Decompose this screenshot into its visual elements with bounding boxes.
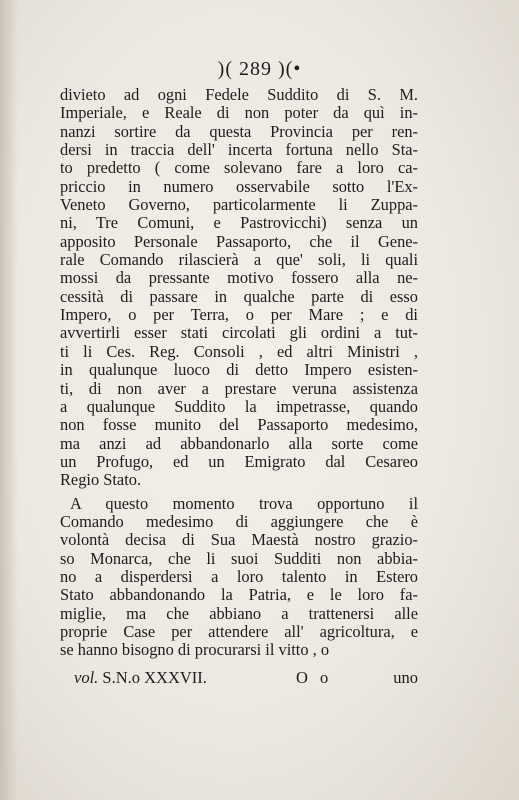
gathering-letters: O o: [296, 668, 333, 687]
text-line: apposito Personale Passaporto, che il Gene-: [60, 231, 418, 251]
text-line: ti li Ces. Reg. Consoli , ed altri Ministri ,: [60, 341, 418, 361]
page-body: [60, 86, 418, 660]
catchword: uno: [393, 668, 418, 687]
text-line: ma anzi ad abbandonarlo alla sorte come: [60, 433, 418, 453]
text-line: so Monarca, che li suoi Sudditi non abbia-: [60, 548, 418, 568]
text-line: in qualunque luoco di detto Impero esisten-: [60, 360, 418, 380]
text-line: A questo momento trova opportuno il: [70, 493, 418, 513]
text-line: non fosse munito del Passaporto medesimo,: [60, 415, 418, 435]
text-line: volontà decisa di Sua Maestà nostro grazio-: [60, 530, 418, 550]
paragraph-1: [60, 86, 418, 490]
page-footer: [74, 668, 418, 690]
text-line: avvertirli esser stati circolati gli ordini a tut-: [60, 323, 418, 343]
text-line: se hanno bisogno di procurarsi il vitto , o: [60, 640, 330, 660]
text-line: no a disperdersi a loro talento in Estero: [60, 566, 418, 586]
text-line: mossi da pressante motivo fossero alla ne-: [60, 268, 418, 288]
text-line: ni, Tre Comuni, e Pastrovicchi) senza un: [60, 213, 418, 233]
text-line: to predetto ( come solevano fare a loro ca-: [60, 158, 418, 178]
text-line: Stato abbandonando la Patria, e le loro fa-: [60, 585, 418, 605]
text-line: ti, di non aver a prestare veruna assistenza: [60, 378, 418, 398]
text-line: divieto ad ogni Fedele Suddito di S. M.: [60, 85, 418, 104]
signature-number: S.N.o XXXVII.: [98, 668, 207, 687]
signature-mark: [74, 668, 207, 688]
text-line: a qualunque Suddito la impetrasse, quando: [60, 396, 418, 416]
signature-vol: vol.: [74, 668, 99, 687]
page-number: )( 289 )(•: [217, 58, 302, 80]
text-line: un Profugo, ed un Emigrato dal Cesareo: [60, 451, 418, 471]
paragraph-2: [60, 495, 418, 660]
text-line: priccio in numero osservabile sotto l'Ex-: [60, 176, 418, 196]
text-line: rale Comando rilascierà a que' soli, li quali: [60, 250, 418, 270]
text-line: Impero, o per Terra, o per Mare ; e di: [60, 305, 418, 325]
text-line: Comando medesimo di aggiungere che è: [60, 511, 418, 531]
text-line: miglie, ma che abbiano a trattenersi alle: [60, 603, 418, 623]
text-line: Imperiale, e Reale di non poter da quì in-: [60, 103, 418, 123]
text-line: Regio Stato.: [60, 470, 142, 490]
text-line: cessità di passare in qualche parte di esso: [60, 286, 418, 306]
text-line: dersi in traccia dell' incerta fortuna nello Sta-: [60, 140, 418, 160]
text-line: Veneto Governo, particolarmente li Zuppa-: [60, 195, 418, 215]
text-line: proprie Case per attendere all' agricoltura, e: [60, 621, 418, 641]
text-line: nanzi sortire da questa Provincia per ren-: [60, 121, 418, 141]
